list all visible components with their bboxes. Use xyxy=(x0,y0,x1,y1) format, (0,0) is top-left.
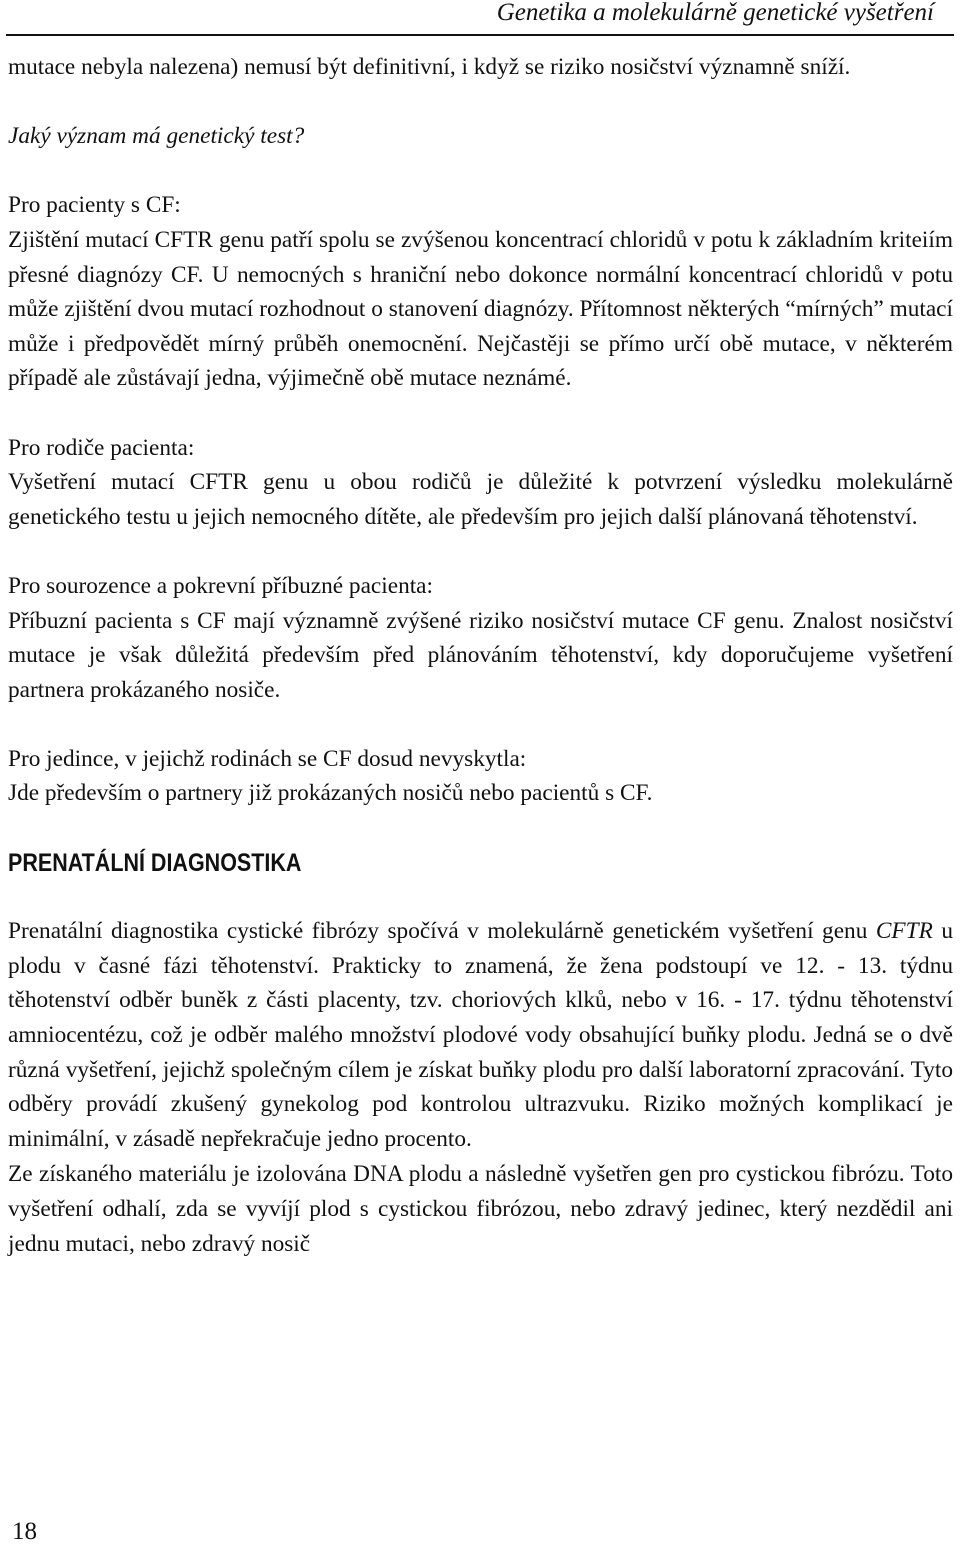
patients-paragraph: Zjištění mutací CFTR genu patří spolu se zvýšenou koncentrací chloridů v potu k základním kriteiím přesné diagnózy CF. U nemocných s hraniční nebo dokonce normální koncentrací chloridů v potu může zjištění dvou mutací rozhodnout o stanovení diagnózy. Přítomnost některých “mírných” mutací může i předpovědět mírný průběh onemocnění. Nejčastěji se přímo určí obě mutace, v některém případě ale zůstávají jedna, výjimečně obě mutace neznámé. xyxy=(8,226,953,392)
paragraph-continuation: mutace nebyla nalezena) nemusí být definitivní, i když se riziko nosičství významně sníží. xyxy=(8,54,851,80)
others-label: Pro jedince, v jejichž rodinách se CF dosud nevyskytla: xyxy=(8,745,527,772)
parents-paragraph: Vyšetření mutací CFTR genu u obou rodičů je důležité k potvrzení výsledku molekulárně genetického testu u jejich nemocného dítěte, ale především pro jejich další plánovaná těhotenství. xyxy=(8,469,953,530)
page-number: 18 xyxy=(12,1518,37,1545)
gene-name: CFTR xyxy=(875,918,933,945)
section-heading-prenatal: PRENATÁLNÍ DIAGNOSTIKA xyxy=(8,848,302,877)
others-paragraph: Jde především o partnery již prokázaných nosičů nebo pacientů s CF. xyxy=(8,780,653,807)
prenatal-paragraph-2: Ze získaného materiálu je izolována DNA plodu a následně vyšetřen gen pro cystickou fibrózu. Toto vyšetření odhalí, zda se vyvíjí plod s cystickou fibrózou, nebo zdravý jedinec, který nezdědil ani jednu mutaci, nebo zdravý nosič xyxy=(8,1161,953,1257)
header-rule xyxy=(6,34,954,36)
siblings-label: Pro sourozence a pokrevní příbuzné pacienta: xyxy=(8,572,433,599)
parents-label: Pro rodiče pacienta: xyxy=(8,434,195,461)
question-heading: Jaký význam má genetický test? xyxy=(8,123,305,150)
page-body xyxy=(8,50,953,1261)
running-header: Genetika a molekulárně genetické vyšetření xyxy=(496,0,934,26)
siblings-paragraph: Příbuzní pacienta s CF mají významně zvýšené riziko nosičství mutace CF genu. Znalost nosičství mutace je však důležitá především před plánováním těhotenství, kdy doporučujeme vyšetření partnera prokázaného nosiče. xyxy=(8,607,953,703)
prenatal-text-rest: u plodu v časné fázi těhotenství. Prakticky to znamená, že žena podstoupí ve 12. - 13. týdnu těhotenství odběr buněk z části placenty, tzv. choriových klků, nebo v 16. - 17. týdnu těhotenství amniocentézu, což je odběr malého množství plodové vody obsahující buňky plodu. Jedná se o dvě různá vyšetření, jejichž společným cílem je získat buňky plodu pro další laboratorní zpracování. Tyto odběry provádí zkušený gynekolog pod kontrolou ultrazvuku. Riziko možných komplikací je minimální, v zásadě nepřekračuje jedno procento. xyxy=(8,918,953,1152)
prenatal-paragraph-1 xyxy=(8,914,953,1156)
patients-label: Pro pacienty s CF: xyxy=(8,192,181,219)
prenatal-text-start: Prenatální diagnostika cystické fibrózy spočívá v molekulárně genetickém vyšetření genu xyxy=(8,918,876,945)
